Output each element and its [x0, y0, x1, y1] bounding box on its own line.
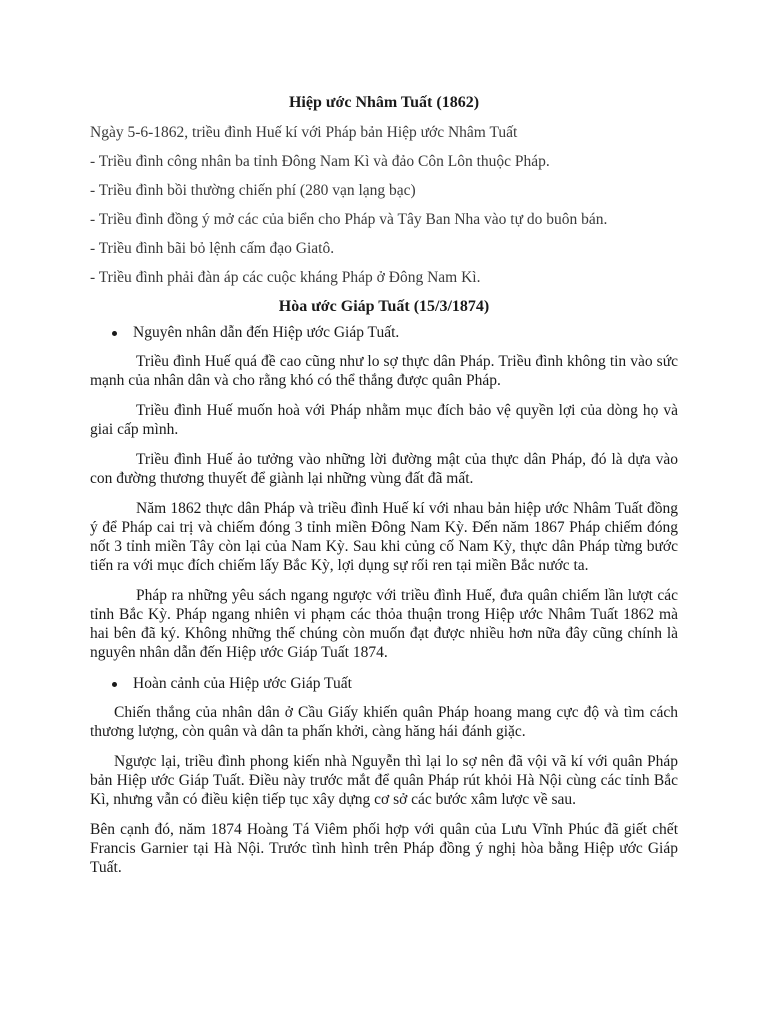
body-paragraph: Pháp ra những yêu sách ngang ngược với triều đình Huế, đưa quân chiếm lần lượt các tỉnh Bắc Kỳ. Pháp ngang nhiên vi phạm các thỏa thuận trong Hiệp ước Nhâm Tuất 1862 mà hai bên đã ký. Không những thế chúng còn muốn đạt được nhiều hơn nữa đây cũng chính là nguyên nhân dẫn đến Hiệp ước Giáp Tuất 1874.	[90, 587, 678, 661]
bullet-dot-icon	[112, 331, 117, 336]
body-paragraph: Triều đình Huế quá đề cao cũng như lo sợ thực dân Pháp. Triều đình không tin vào sức mạnh của nhân dân và cho rằng khó có thể thắng được quân Pháp.	[90, 353, 678, 389]
treaty-term-line: - Triều đình bồi thường chiến phí (280 vạn lạng bạc)	[90, 182, 416, 199]
bullet-dot-icon	[112, 682, 117, 687]
treaty-term-line: - Triều đình đồng ý mở các của biển cho Pháp và Tây Ban Nha vào tự do buôn bán.	[90, 211, 608, 228]
treaty-term-line: - Triều đình công nhân ba tỉnh Đông Nam Kì và đảo Côn Lôn thuộc Pháp.	[90, 153, 550, 170]
body-paragraph: Bên cạnh đó, năm 1874 Hoàng Tá Viêm phối hợp với quân của Lưu Vĩnh Phúc đã giết chết Francis Garnier tại Hà Nội. Trước tình hình trên Pháp đồng ý nghị hòa bằng Hiệp ước Giáp Tuất.	[90, 821, 678, 876]
treaty-intro-line: Ngày 5-6-1862, triều đình Huế kí với Pháp bản Hiệp ước Nhâm Tuất	[90, 124, 518, 141]
bullet-item	[90, 322, 678, 344]
section-title-nham-tuat: Hiệp ước Nhâm Tuất (1862)	[288, 94, 480, 111]
body-paragraph: Chiến thắng của nhân dân ở Cầu Giấy khiến quân Pháp hoang mang cực độ và tìm cách thương lượng, còn quân và dân ta phấn khởi, càng hăng hái đánh giặc.	[90, 704, 678, 740]
bullet-item	[90, 673, 678, 695]
treaty-term-line: - Triều đình bãi bỏ lệnh cấm đạo Giatô.	[90, 240, 335, 257]
section-title-giap-tuat: Hòa ước Giáp Tuất (15/3/1874)	[278, 298, 490, 315]
bullet-text: Nguyên nhân dẫn đến Hiệp ước Giáp Tuất.	[133, 324, 400, 341]
body-paragraph: Triều đình Huế ảo tưởng vào những lời đường mật của thực dân Pháp, đó là dựa vào con đường thương thuyết để giành lại những vùng đất đã mất.	[90, 451, 678, 487]
body-paragraph: Năm 1862 thực dân Pháp và triều đình Huế kí với nhau bản hiệp ước Nhâm Tuất đồng ý để Pháp cai trị và chiếm đóng 3 tỉnh miền Đông Nam Kỳ. Đến năm 1867 Pháp chiếm đóng nốt 3 tỉnh miền Tây còn lại của Nam Kỳ. Sau khi củng cố Nam Kỳ, thực dân Pháp từng bước tiến ra với mục đích chiếm lấy Bắc Kỳ, lợi dụng sự rối ren tại miền Bắc nước ta.	[90, 500, 678, 574]
body-paragraph: Triều đình Huế muốn hoà với Pháp nhằm mục đích bảo vệ quyền lợi của dòng họ và giai cấp mình.	[90, 402, 678, 438]
treaty-term-line: - Triều đình phải đàn áp các cuộc kháng Pháp ở Đông Nam Kì.	[90, 269, 481, 286]
bullet-text: Hoàn cảnh của Hiệp ước Giáp Tuất	[133, 675, 352, 692]
body-paragraph: Ngược lại, triều đình phong kiến nhà Nguyễn thì lại lo sợ nên đã vội vã kí với quân Pháp bản Hiệp ước Giáp Tuất. Điều này trước mắt để quân Pháp rút khỏi Hà Nội cùng các tỉnh Bắc Kì, nhưng vẫn có điều kiện tiếp tục xây dựng cơ sở các bước xâm lược về sau.	[90, 753, 678, 808]
